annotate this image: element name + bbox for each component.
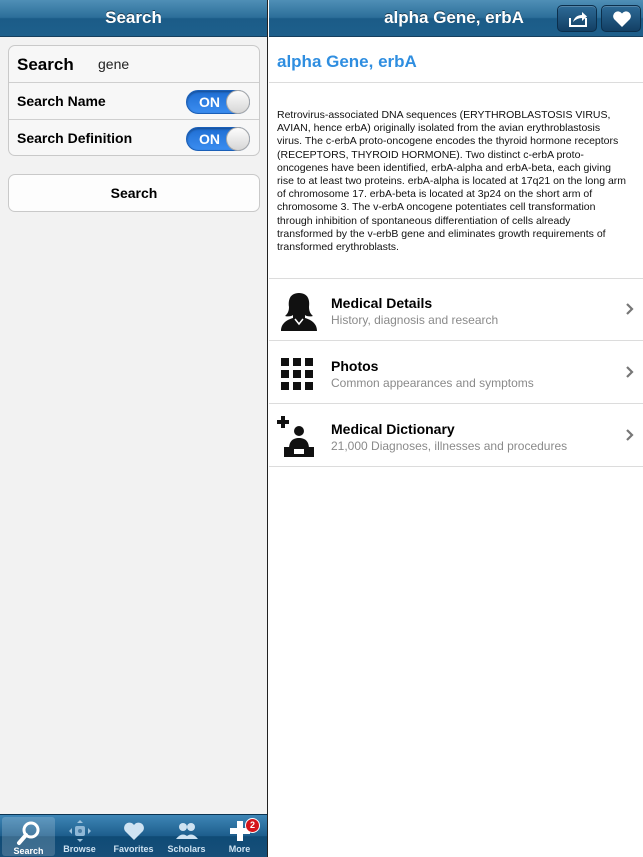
medical-plus-icon [277, 415, 321, 459]
tab-label: Scholars [167, 844, 206, 854]
search-definition-toggle[interactable] [186, 127, 250, 151]
grid-icon [277, 352, 321, 396]
tab-label: More [228, 844, 251, 854]
people-icon [160, 818, 213, 844]
tab-bar [0, 814, 267, 857]
share-button[interactable] [557, 5, 597, 32]
detail-pane [269, 0, 643, 857]
toggle-knob [226, 127, 250, 151]
link-title: Medical Dictionary [331, 421, 455, 437]
browse-icon [53, 818, 106, 844]
medical-dictionary-link[interactable] [269, 405, 643, 467]
detail-title: alpha Gene, erbA [277, 52, 417, 71]
tab-more[interactable] [213, 815, 266, 857]
more-badge: 2 [245, 818, 260, 833]
chevron-right-icon [625, 365, 635, 379]
heart-icon [107, 818, 160, 844]
search-definition-toggle-state: ON [199, 131, 220, 147]
search-definition-label: Search Definition [17, 130, 133, 146]
search-pane [0, 0, 268, 857]
detail-nav-title: alpha Gene, erbA [384, 8, 524, 27]
search-input[interactable]: gene [98, 56, 130, 72]
tab-label: Browse [63, 844, 96, 854]
search-navbar [0, 0, 267, 37]
search-name-toggle-state: ON [199, 94, 220, 110]
favorite-button[interactable] [601, 5, 641, 32]
tab-browse[interactable] [53, 815, 106, 857]
definition-text: Retrovirus-associated DNA sequences (ERYTHROBLASTOSIS VIRUS, AVIAN, hence erbA) originally isolated from the avian erythroblastosis virus. The c-erbA proto-oncogene encodes the thyroid hormone receptors (RECEPTORS, THYROID HORMONE). Two distinct c-erbA proto-oncogenes have been identified, erbA-alpha and erbA-beta, each giving rise to at least two proteins. erbA-alpha is located at 17q21 on the long arm of chromosome 17. erbA-beta is located at 3p24 on the short arm of chromosome 3. The v-erbA oncogene potentiates cell transformation through inhibition of spontaneous differentiation of cells already transformed by the v-erbB gene and eliminates growth requirements of transformed erythroblasts. [277, 109, 627, 254]
tab-label: Search [13, 846, 44, 856]
toggle-knob [226, 90, 250, 114]
search-field-label: Search [17, 55, 74, 74]
search-pane-title: Search [105, 8, 162, 27]
doctor-icon [277, 289, 321, 333]
search-name-toggle[interactable] [186, 90, 250, 114]
tab-favorites[interactable] [107, 815, 160, 857]
divider [269, 82, 643, 83]
search-options-group [8, 45, 260, 156]
chevron-right-icon [625, 302, 635, 316]
tab-scholars[interactable] [160, 815, 213, 857]
link-subtitle: Common appearances and symptoms [331, 376, 534, 390]
medical-details-link[interactable] [269, 279, 643, 341]
link-subtitle: History, diagnosis and research [331, 313, 499, 327]
chevron-right-icon [625, 428, 635, 442]
magnifier-icon [2, 820, 55, 846]
search-definition-row [9, 120, 259, 156]
link-title: Photos [331, 358, 379, 374]
photos-link[interactable] [269, 342, 643, 404]
tab-label: Favorites [113, 844, 154, 854]
search-button[interactable]: Search [8, 174, 260, 212]
link-title: Medical Details [331, 295, 433, 311]
search-name-label: Search Name [17, 93, 106, 109]
tab-search[interactable] [2, 817, 55, 856]
search-field-row[interactable] [9, 46, 259, 83]
share-icon [568, 10, 588, 28]
link-subtitle: 21,000 Diagnoses, illnesses and procedures [331, 439, 568, 453]
heart-icon [612, 10, 632, 28]
detail-navbar [269, 0, 643, 37]
search-name-row [9, 83, 259, 120]
